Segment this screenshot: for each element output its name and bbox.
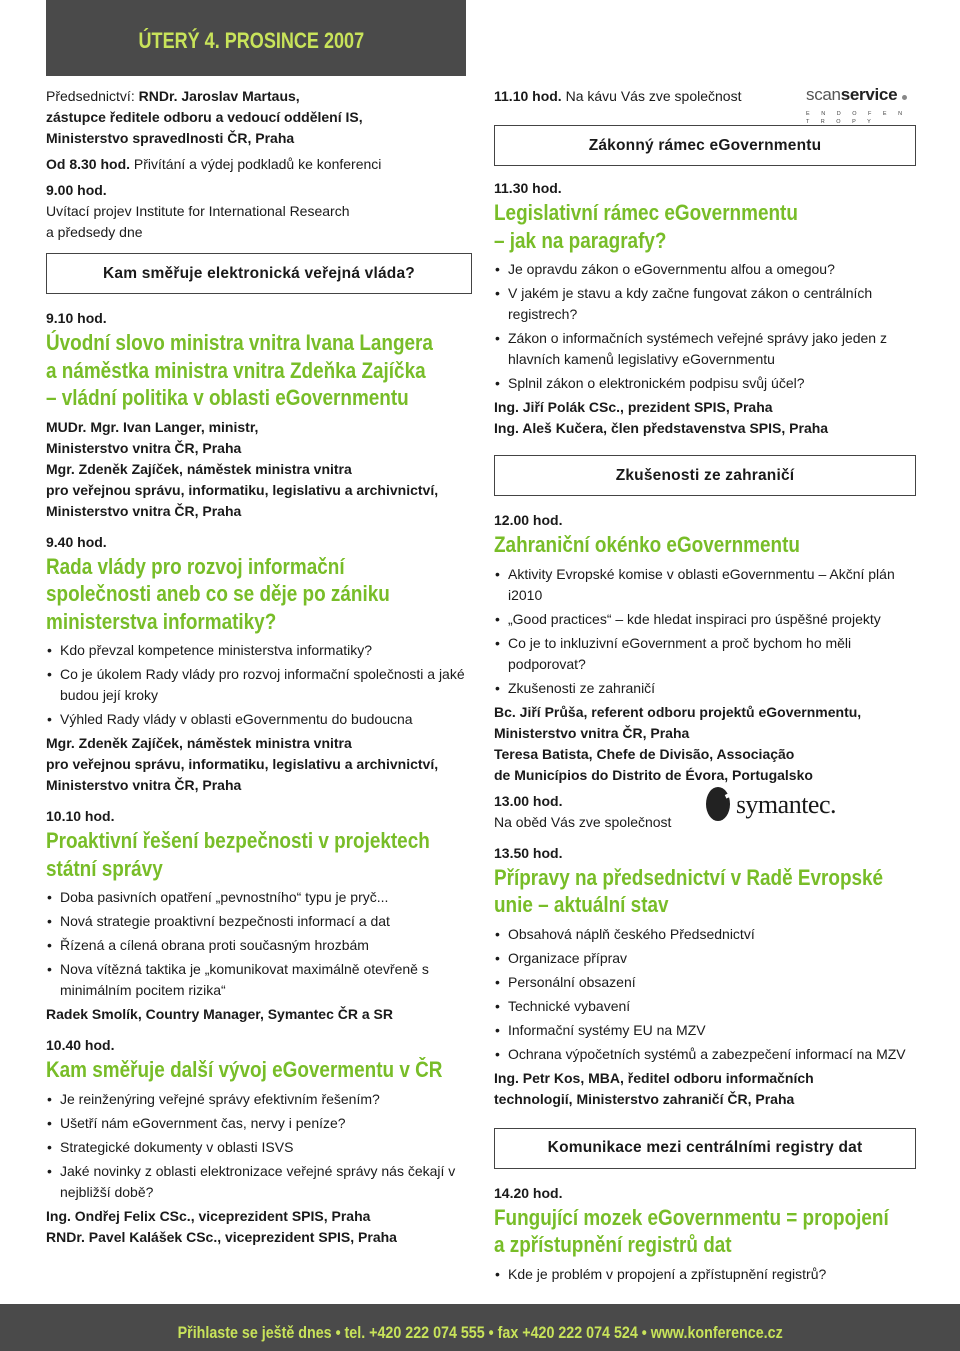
speaker-line: Ing. Petr Kos, MBA, ředitel odboru informačních [494,1069,814,1086]
title-line: ministerstva informatiky? [46,608,277,634]
list-item: • Doba pasivních opatření „pevnostního“ typu je pryč... [46,887,472,908]
list-item: • Kde je problém v propojení a zpřístupnění registrů? [494,1264,916,1285]
s940-time: 9.40 hod. [46,533,107,550]
s1350-title [494,864,915,919]
s940-title [46,553,471,636]
speaker-line: Ministerstvo vnitra ČR, Praha [46,502,242,519]
s1110-text: Na kávu Vás zve společnost [565,88,742,104]
title-line: a zpřístupnění registrů dat [494,1232,732,1257]
speaker-line: Mgr. Zdeněk Zajíček, náměstek ministra vnitra [46,735,352,751]
left-column [46,86,472,1248]
list-item: • „Good practices“ – kde hledat inspiraci pro úspěšné projekty [494,609,916,630]
chair-role: zástupce ředitele odboru a vedoucí oddělení IS, [46,109,363,125]
list-item: • Výhled Rady vlády v oblasti eGovernmentu do budoucna [46,709,472,730]
s1300-text: Na oběd Vás zve společnost [494,813,672,830]
title-line: Zahraniční okénko eGovernmentu [494,532,800,557]
list-item: • Aktivity Evropské komise v oblasti eGovernmentu – Akční plán i2010 [494,564,916,606]
chair-label: Předsednictví: [46,88,139,104]
title-line: – jak na paragrafy? [494,227,667,253]
header-bar [46,0,466,76]
s1110-time: 11.10 hod. [494,88,562,104]
speaker-line: Ing. Jiří Polák CSc., prezident SPIS, Praha [494,399,773,415]
s1420-time: 14.20 hod. [494,1184,563,1201]
s910-time: 9.10 hod. [46,310,107,326]
list-item: • Technické vybavení [494,996,916,1017]
s1130-title [494,199,915,254]
s1040-title [46,1056,471,1084]
s900-time: 9.00 hod. [46,182,107,198]
welcome-text: Přivítání a výdej podkladů ke konferenci [133,156,382,172]
chair-name: RNDr. Jaroslav Martaus, [138,88,300,104]
s940-speakers [46,733,472,796]
speaker-line: Mgr. Zdeněk Zajíček, náměstek ministra vnitra [46,460,352,477]
footer-text: Přihlaste se ještě dnes • tel. +420 222 074 555 • fax +420 222 074 524 • www.konference.cz [177,1323,783,1342]
section-box-zkusenosti: Zkušenosti ze zahraničí [494,455,916,496]
list-item: • Strategické dokumenty v oblasti ISVS [46,1137,472,1158]
list-item: • Nová strategie proaktivní bezpečnosti informací a dat [46,911,472,932]
title-line: společnosti aneb co se děje po zániku [46,581,390,606]
scanservice-logo [806,82,916,125]
chair-block [46,86,472,149]
s1130-time: 11.30 hod. [494,180,562,196]
s1200-bullets [494,564,916,699]
s900-line1: Uvítací projev Institute for International Research [46,203,350,219]
title-line: Úvodní slovo ministra vnitra Ivana Langera [46,330,433,355]
list-item: • Je opravdu zákon o eGovernmentu alfou a omegou? [494,259,916,280]
s1040-speakers [46,1206,472,1248]
s910-title [46,329,471,412]
symantec-mark-icon [706,787,730,821]
symantec-word: symantec. [735,789,836,819]
list-item: • Zákon o informačních systémech veřejné správy jako jeden z hlavních kamenů legislativy eGovernmentu [494,328,916,370]
s1420-title [494,1204,915,1259]
logo-tagline: E N D O F E N T R O P Y [806,110,908,125]
speaker-line: Ing. Aleš Kučera, člen představenstva SPIS, Praha [494,420,829,436]
list-item: • Řízená a cílená obrana proti současným hrozbám [46,935,472,956]
s1350-speakers [494,1068,916,1110]
list-item: • Personální obsazení [494,972,916,993]
section-box-komunikace: Komunikace mezi centrálními registry dat [494,1128,916,1169]
s910-speakers [46,417,472,522]
s1040-bullets [46,1089,472,1203]
list-item: • Co je to inkluzivní eGovernment a proč bychom ho měli podporovat? [494,633,916,675]
speaker-line: technologií, Ministerstvo zahraničí ČR, Praha [494,1090,795,1107]
list-item: • Co je úkolem Rady vlády pro rozvoj informační společnosti a jaké budou její kroky [46,664,472,706]
s900-line2: a předsedy dne [46,224,143,240]
s1010-speaker: Radek Smolík, Country Manager, Symantec ČR a SR [46,1006,393,1022]
list-item: • V jakém je stavu a kdy začne fungovat zákon o centrálních registrech? [494,283,916,325]
s1130-speakers [494,397,916,439]
list-item: • Ochrana výpočetních systémů a zabezpečení informací na MZV [494,1044,916,1065]
s940-bullets [46,640,472,730]
s1420-bullets [494,1264,916,1285]
title-line: Přípravy na předsednictví v Radě Evropské [494,864,884,890]
list-item: • Organizace příprav [494,948,916,969]
speaker-line: RNDr. Pavel Kalášek CSc., viceprezident SPIS, Praha [46,1228,397,1245]
s1130-bullets [494,259,916,394]
title-line: státní správy [46,855,163,881]
title-line: a náměstka ministra vnitra Zdeňka Zajíčka [46,357,426,383]
speaker-line: Ing. Ondřej Felix CSc., viceprezident SPIS, Praha [46,1207,371,1224]
list-item: • Informační systémy EU na MZV [494,1020,916,1041]
s1350-time: 13.50 hod. [494,844,563,861]
s1200-time: 12.00 hod. [494,512,563,528]
speaker-line: de Municípios do Distrito de Évora, Portugalsko [494,766,813,783]
chair-org: Ministerstvo spravedlnosti ČR, Praha [46,130,295,146]
symantec-logo [706,784,836,824]
speaker-line: MUDr. Mgr. Ivan Langer, ministr, [46,418,259,435]
right-column [494,86,916,1288]
speaker-line: pro veřejnou správu, informatiku, legislativu a archivnictví, [46,756,439,772]
speaker-line: Ministerstvo vnitra ČR, Praha [46,439,242,456]
title-line: Legislativní rámec eGovernmentu [494,200,798,225]
section-box-zakonny-ramec: Zákonný rámec eGovernmentu [494,125,916,166]
list-item: • Zkušenosti ze zahraničí [494,678,916,699]
footer-bar [0,1304,960,1351]
logo-dot-icon [902,95,907,100]
list-item: • Obsahová náplň českého Předsednictví [494,924,916,945]
list-item: • Nova vítězná taktika je „komunikovat maximálně otevřeně s minimálním pocitem rizika“ [46,959,472,1001]
title-line: Kam směřuje další vývoj eGovermentu v ČR [46,1057,443,1082]
speaker-line: Ministerstvo vnitra ČR, Praha [46,777,242,793]
logo-word-light: scan [806,85,841,104]
s1040-time: 10.40 hod. [46,1037,115,1053]
list-item: • Je reinženýring veřejné správy efektivním řešením? [46,1089,472,1110]
list-item: • Splnil zákon o elektronickém podpisu svůj účel? [494,373,916,394]
s1010-title [46,827,471,882]
speaker-line: Bc. Jiří Průša, referent odboru projektů eGovernmentu, [494,703,862,720]
list-item: • Jaké novinky z oblasti elektronizace veřejné správy nás čekají v nejbližší době? [46,1161,472,1203]
title-line: Proaktivní řešení bezpečnosti v projektech [46,828,430,853]
title-line: Rada vlády pro rozvoj informační [46,553,345,579]
s1010-bullets [46,887,472,1001]
s1010-time: 10.10 hod. [46,808,115,824]
list-item: • Kdo převzal kompetence ministerstva informatiky? [46,640,472,661]
section-box-kam-smeruje: Kam směřuje elektronická veřejná vláda? [46,253,472,294]
s1200-title [494,531,915,559]
s1300-time: 13.00 hod. [494,792,563,809]
welcome-time: Od 8.30 hod. [46,156,131,172]
title-line: unie – aktuální stav [494,892,669,917]
page-date: ÚTERÝ 4. PROSINCE 2007 [138,28,364,53]
speaker-line: pro veřejnou správu, informatiku, legislativu a archivnictví, [46,481,439,498]
speaker-line: Teresa Batista, Chefe de Divisão, Associação [494,745,795,762]
s1200-speakers [494,702,916,786]
logo-word-bold: service [840,85,898,104]
s1350-bullets [494,924,916,1065]
title-line: – vládní politika v oblasti eGovernmentu [46,385,409,410]
speaker-line: Ministerstvo vnitra ČR, Praha [494,724,690,741]
list-item: • Ušetří nám eGovernment čas, nervy i peníze? [46,1113,472,1134]
title-line: Fungující mozek eGovernmentu = propojení [494,1204,889,1230]
